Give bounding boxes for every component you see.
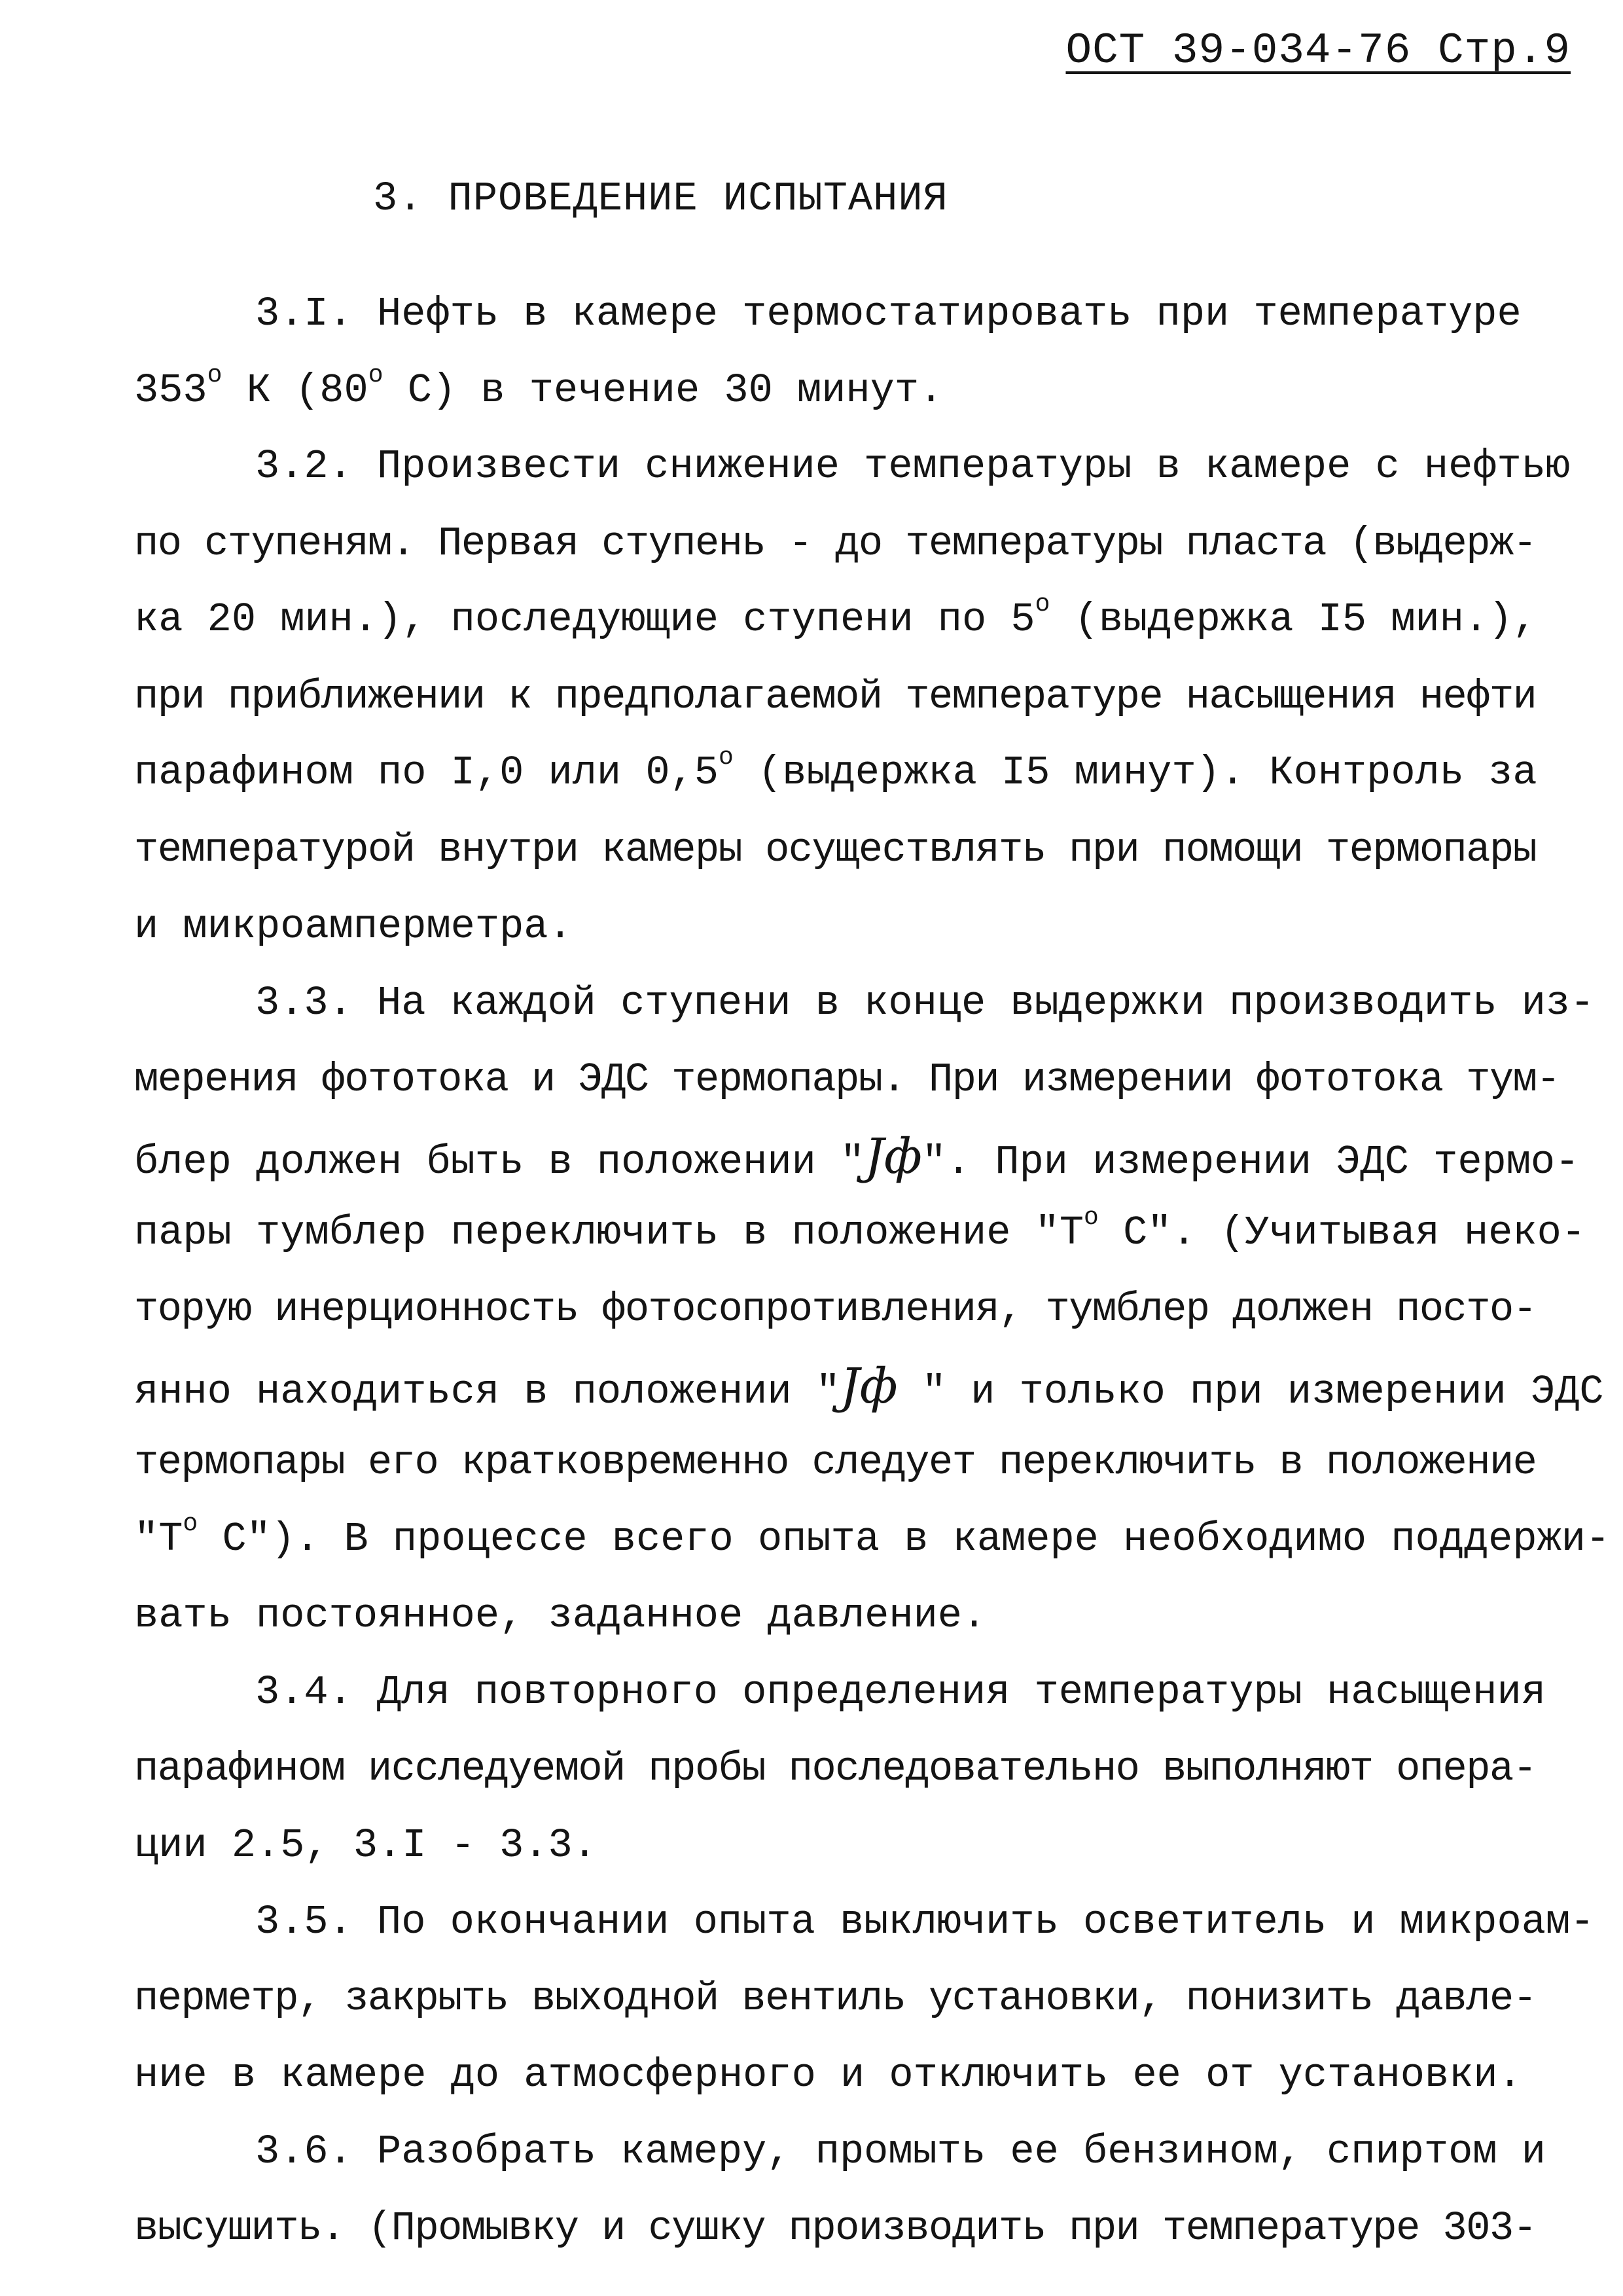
paragraph-3-2-line-5: парафином по I,0 или 0,5$^o$ (выдержка I5 минут). Контроль за (134, 744, 1537, 796)
paragraph-3-3-line-6: янно находиться в положении "Jф " и только при измерении ЭДС (134, 1358, 1604, 1415)
paragraph-3-3-line-3: блер должен быть в положении "Jф". При измерении ЭДС термо- (134, 1128, 1580, 1185)
degree-mark: o (183, 1510, 198, 1539)
document-reference-header: ОСТ 39-034-76 Стр.9 (1065, 26, 1571, 75)
paragraph-3-1-line-2: 353$^o$ К (80$^o$ С) в течение 30 минут. (134, 361, 944, 414)
degree-mark: o (1084, 1204, 1099, 1232)
paragraph-3-5-line-3: ние в камере до атмосферного и отключить ее от установки. (134, 2052, 1522, 2098)
paragraph-3-4-line-1: 3.4. Для повторного определения температуры насыщения (255, 1669, 1546, 1715)
paragraph-3-5-line-2: перметр, закрыть выходной вентиль установки, понизить давле- (134, 1975, 1537, 2022)
paragraph-3-3-line-9: вать постоянное, заданное давление. (134, 1592, 987, 1639)
paragraph-3-3-line-5: торую инерционность фотосопротивления, тумблер должен посто- (134, 1286, 1537, 1333)
paragraph-3-2-line-4: при приближении к предполагаемой температуре насыщения нефти (134, 673, 1537, 720)
paragraph-3-4-line-3: ции 2.5, 3.I - 3.3. (134, 1822, 597, 1869)
paragraph-3-2-line-6: температурой внутри камеры осуществлять при помощи термопары (134, 827, 1537, 873)
paragraph-3-3-line-8: "$Т^o$ С"). В процессе всего опыта в камере необходимо поддержи- (134, 1510, 1611, 1562)
degree-mark: o (368, 361, 383, 390)
paragraph-3-3-line-7: термопары его кратковременно следует переключить в положение (134, 1439, 1537, 1486)
degree-mark: o (207, 361, 223, 390)
paragraph-3-3-line-1: 3.3. На каждой ступени в конце выдержки производить из- (255, 980, 1595, 1026)
paragraph-3-5-line-1: 3.5. По окончании опыта выключить осветитель и микроам- (255, 1899, 1595, 1945)
paragraph-3-6-line-2: высушить. (Промывку и сушку производить при температуре 303- (134, 2205, 1537, 2251)
paragraph-3-2-line-3: ка 20 мин.), последующие ступени по 5$^o$ (выдержка I5 мин.), (134, 590, 1537, 643)
handwritten-symbol: Jф (840, 1358, 898, 1414)
paragraph-3-2-line-7: и микроамперметра. (134, 903, 573, 950)
paragraph-3-2-line-2: по ступеням. Первая ступень - до температуры пласта (выдерж- (134, 520, 1537, 567)
section-title: 3. ПРОВЕДЕНИЕ ИСПЫТАНИЯ (373, 175, 948, 222)
paragraph-3-4-line-2: парафином исследуемой пробы последовательно выполняют опера- (134, 1746, 1537, 1792)
handwritten-symbol: Jф (865, 1128, 922, 1185)
paragraph-3-3-line-2: мерения фототока и ЭДС термопары. При измерении фототока тум- (134, 1056, 1560, 1103)
paragraph-3-3-line-4: пары тумблер переключить в положение "$Т^o$ С". (Учитывая неко- (134, 1204, 1586, 1256)
degree-mark: o (1035, 590, 1050, 619)
paragraph-3-2-line-1: 3.2. Произвести снижение температуры в камере с нефтью (255, 443, 1571, 490)
paragraph-3-6-line-1: 3.6. Разобрать камеру, промыть ее бензином, спиртом и (255, 2128, 1546, 2175)
degree-mark: o (718, 744, 734, 772)
paragraph-3-1-line-1: 3.I. Нефть в камере термостатировать при температуре (255, 291, 1522, 337)
